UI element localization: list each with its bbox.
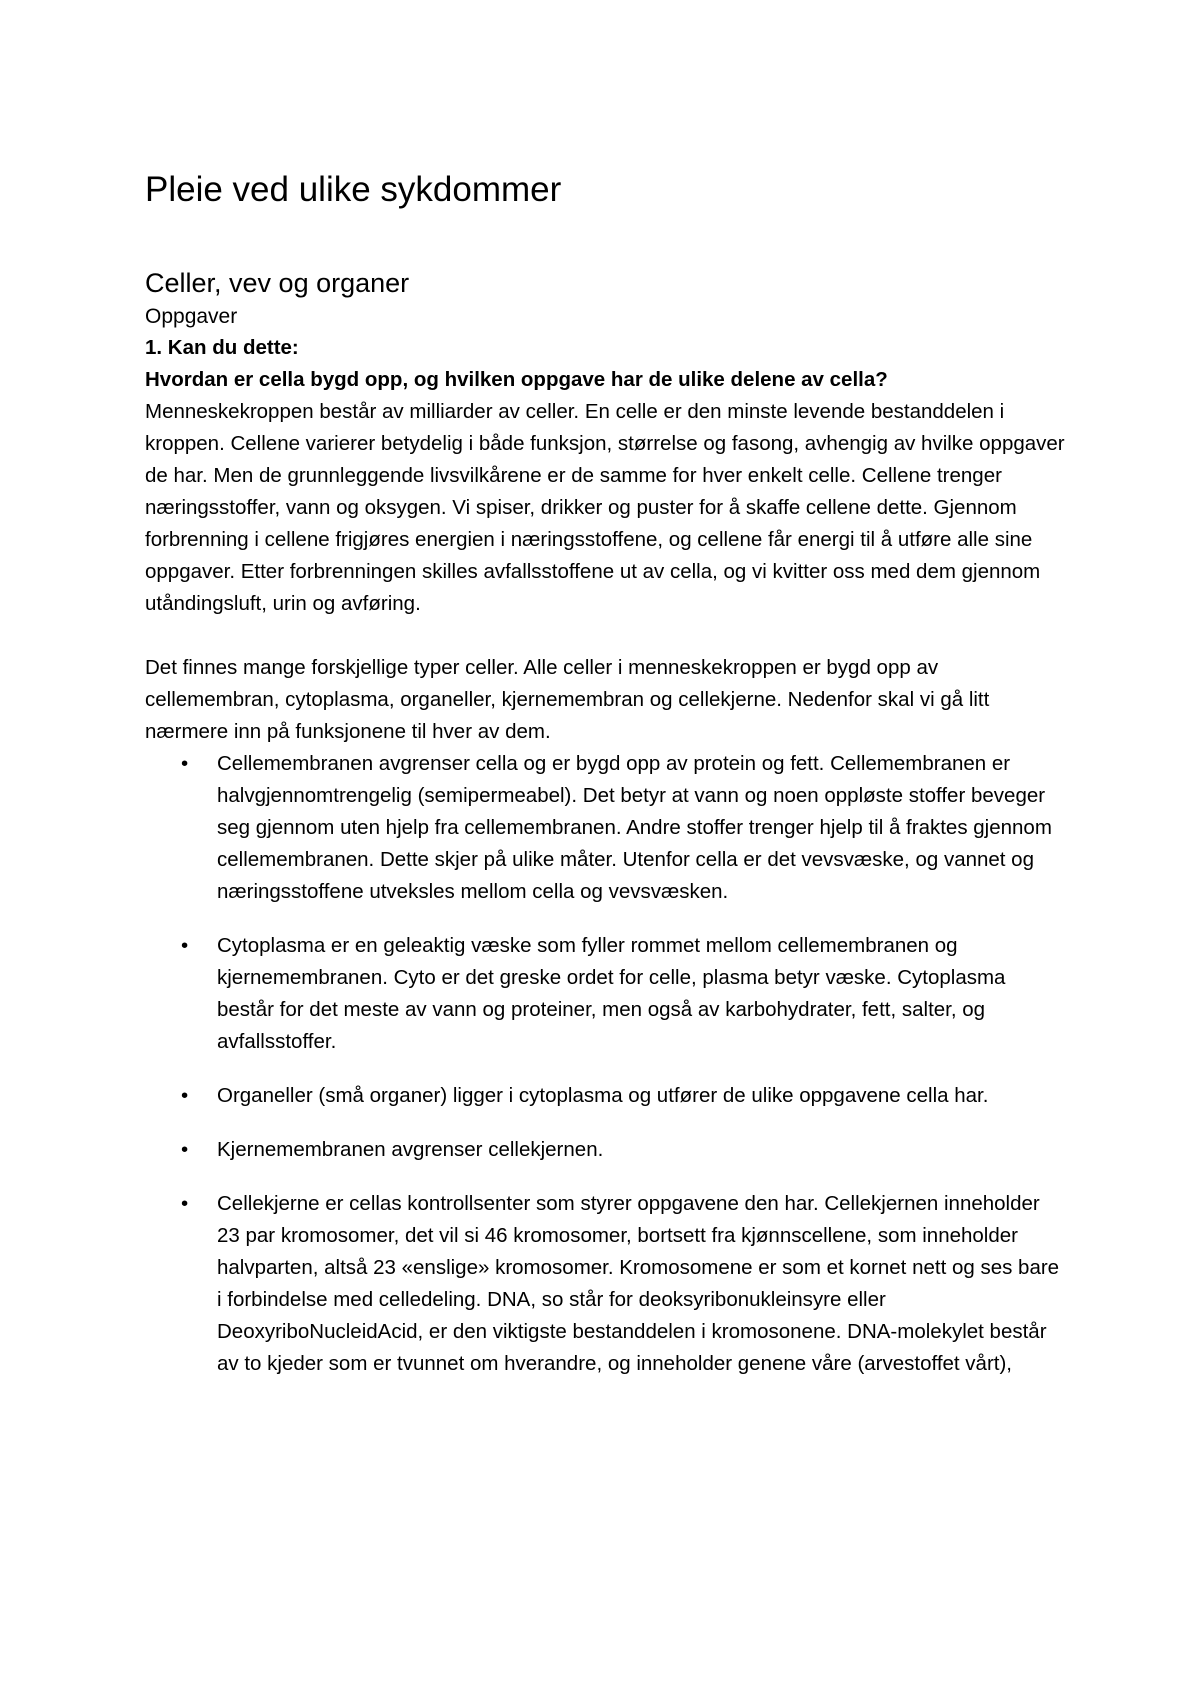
bullet-icon: • bbox=[181, 1192, 189, 1215]
body-paragraph: Det finnes mange forskjellige typer celler. Alle celler i menneskekroppen er bygd opp av cellemembran, cytoplasma, organeller, kjernemembran og cellekjerne. Nedenfor skal vi gå litt nærmere inn på funksjonene til hver av dem. bbox=[145, 656, 990, 743]
cell-parts-list bbox=[145, 748, 1065, 1380]
bullet-icon: • bbox=[181, 1084, 189, 1107]
list-item-kjernemembran bbox=[145, 1134, 1065, 1166]
task-label: 1. Kan du dette: bbox=[145, 336, 299, 359]
section-subheading: Oppgaver bbox=[145, 305, 238, 328]
list-item-cytoplasma bbox=[145, 930, 1065, 1058]
list-item-text: Cytoplasma er en geleaktig væske som fyller rommet mellom cellemembranen og kjernemembranen. Cyto er det greske ordet for celle, plasma betyr væske. Cytoplasma består for det meste av vann og proteiner, men også av karbohydrater, fett, salter, og avfallsstoffer. bbox=[217, 934, 1006, 1053]
list-item-cellemembran bbox=[145, 748, 1065, 908]
bullet-icon: • bbox=[181, 752, 189, 775]
body-paragraph: Menneskekroppen består av milliarder av celler. En celle er den minste levende bestanddelen i kroppen. Cellene varierer betydelig i både funksjon, størrelse og fasong, avhengig av hvilke oppgaver de har. Men de grunnleggende livsvilkårene er de samme for hver enkelt celle. Cellene trenger næringsstoffer, vann og oksygen. Vi spiser, drikker og puster for å skaffe cellene dette. Gjennom forbrenning i cellene frigjøres energien i næringsstoffene, og cellene får energi til å utføre alle sine oppgaver. Etter forbrenningen skilles avfallsstoffene ut av cella, og vi kvitter oss med dem gjennom utåndingsluft, urin og avføring. bbox=[145, 400, 1065, 615]
list-item-organeller bbox=[145, 1080, 1065, 1112]
list-item-text: Cellemembranen avgrenser cella og er bygd opp av protein og fett. Cellemembranen er halvgjennomtrengelig (semipermeabel). Det betyr at vann og noen oppløste stoffer beveger seg gjennom uten hjelp fra cellemembranen. Andre stoffer trenger hjelp til å fraktes gjennom cellemembranen. Dette skjer på ulike måter. Utenfor cella er det vevsvæske, og vannet og næringsstoffene utveksles mellom cella og vevsvæsken. bbox=[217, 752, 1052, 903]
section-heading: Celler, vev og organer bbox=[145, 268, 410, 298]
list-item-text: Kjernemembranen avgrenser cellekjernen. bbox=[217, 1138, 604, 1161]
list-item-text: Organeller (små organer) ligger i cytoplasma og utfører de ulike oppgavene cella har. bbox=[217, 1084, 989, 1107]
section-content bbox=[145, 265, 1065, 1380]
list-item-text: Cellekjerne er cellas kontrollsenter som styrer oppgavene den har. Cellekjernen inneholder 23 par kromosomer, det vil si 46 kromosomer, bortsett fra kjønnscellene, som inneholder halvparten, altså 23 «enslige» kromosomer. Kromosomene er som et kornet nett og ses bare i forbindelse med celledeling. DNA, so står for deoksyribonukleinsyre eller DeoxyriboNucleidAcid, er den viktigste bestanddelen i kromosonene. DNA-molekylet består av to kjeder som er tvunnet om hverandre, og inneholder genene våre (arvestoffet vårt), bbox=[217, 1192, 1060, 1375]
list-item-cellekjerne bbox=[145, 1188, 1065, 1380]
task-question: Hvordan er cella bygd opp, og hvilken oppgave har de ulike delene av cella? bbox=[145, 368, 888, 391]
document-title: Pleie ved ulike sykdommer bbox=[145, 170, 562, 209]
bullet-icon: • bbox=[181, 934, 189, 957]
bullet-icon: • bbox=[181, 1138, 189, 1161]
